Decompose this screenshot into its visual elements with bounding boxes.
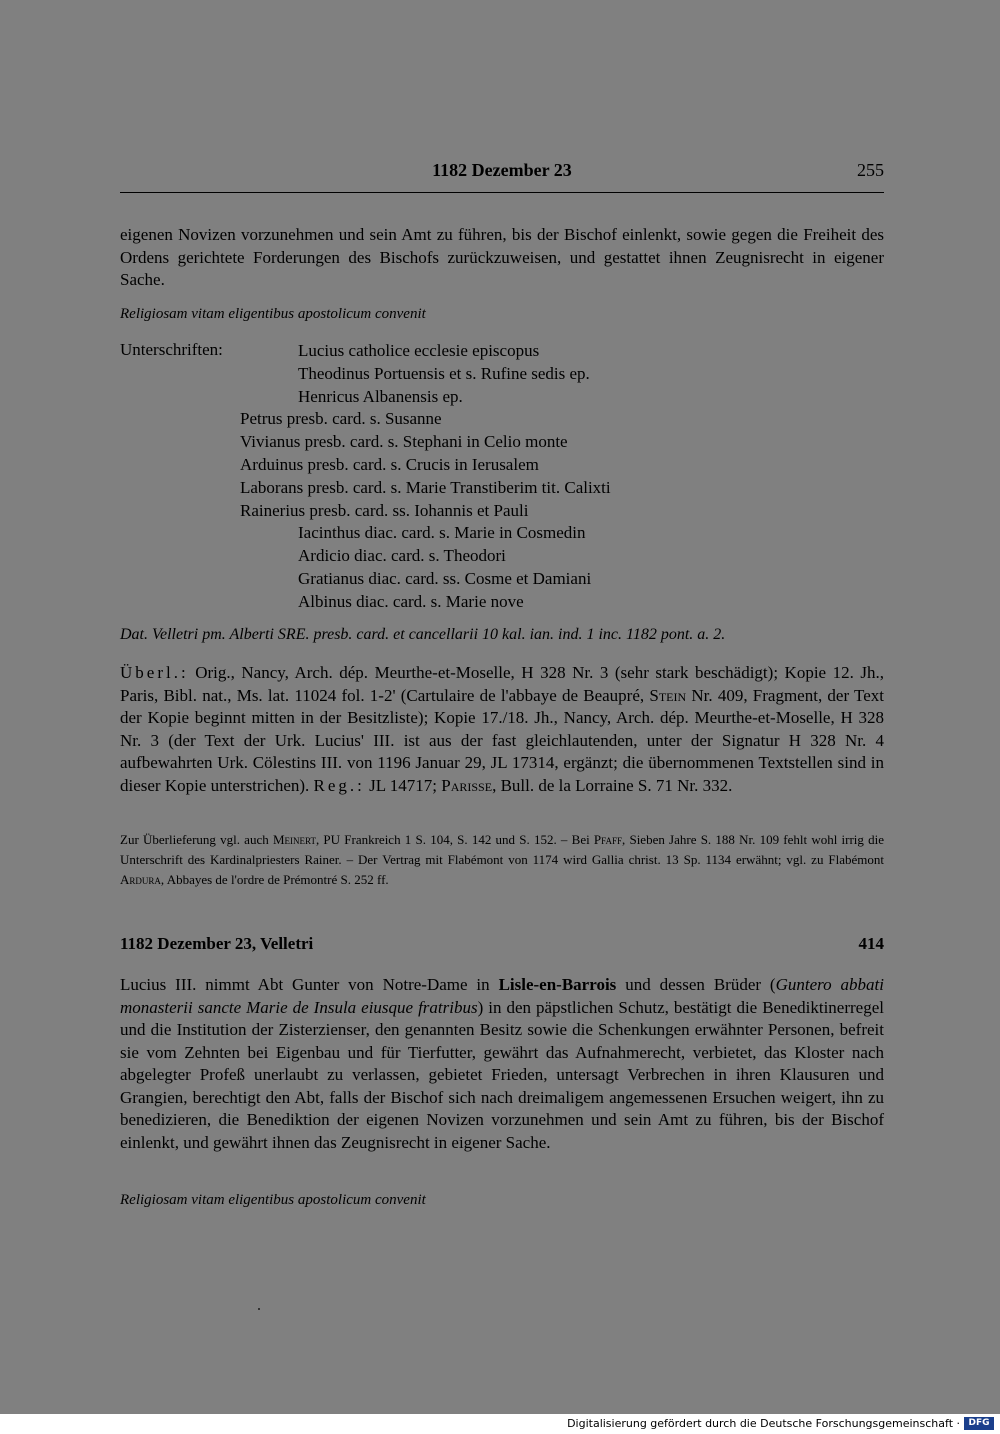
entry-number: 414 [858, 934, 884, 953]
author-name: Stein [649, 685, 687, 705]
regest-text: , Bull. de la Lorraine S. 71 Nr. 332. [492, 775, 733, 795]
signatory-deacon: Albinus diac. card. s. Marie nove [298, 591, 524, 611]
footer-bar [0, 1414, 1000, 1434]
signatory-bishop: Theodinus Portuensis et s. Rufine sedis ep. [298, 363, 590, 383]
signatory-priest: Petrus presb. card. s. Susanne [240, 409, 442, 429]
incipit: Religiosam vitam eligentibus apostolicum convenit [120, 1192, 426, 1208]
subscriptions-label: Unterschriften: [120, 340, 223, 359]
page-number: 255 [857, 160, 884, 180]
regest-text: Lucius III. nimmt Abt Gunter von Notre-Dame in [120, 975, 490, 994]
dfg-logo[interactable]: DFG [964, 1417, 994, 1430]
transmission-text: Orig., Nancy, Arch. dép. Meurthe-et-Moselle, H 328 Nr. 3 (sehr stark beschädigt); Kopie 12. Jh., Paris, Bibl. nat., Ms. lat. 11024 fol. 1-2' (Cartulaire de l'abbaye de Beaupré, [120, 663, 885, 705]
transmission-label: Überl.: [120, 663, 189, 682]
intro-paragraph: eigenen Novizen vorzunehmen und sein Amt zu führen, bis der Bischof einlenkt, sowie gegen die Freiheit des Ordens gerichtete Forderungen des Bischofs zurückzuweisen, und gestattet ihnen Zeugnisrecht in eigener Sache. [120, 225, 884, 289]
regest-text: ) in den päpstlichen Schutz, bestätigt die Benediktinerregel und die Institution der Zisterzienser, den genannten Besitz sowie die Schenkungen erwähnter Personen, befreit sie vom Zehnten bei Eigenbau und für Tierfutter, gewährt das Aufnahmerecht, verbietet, das Kloster nach abgelegter Profeß unerlaubt zu verlassen, gebietet Frieden, untersagt Verbrechen in ihren Klausuren und Grangien, berechtigt den Abt, falls der Bischof sich nach dreimaligem angemessenen Ersuchen weigert, ihn zu benedizieren, die Benediktion der eigenen Novizen vorzunehmen und sein Amt zu führen, bis der Bischof einlenkt, und gewährt ihnen das Zeugnisrecht in eigener Sache. [120, 997, 884, 1152]
regest-text: und dessen Brüder ( [625, 975, 776, 994]
transmission-paragraph [120, 662, 884, 797]
signatory-priest: Vivianus presb. card. s. Stephani in Celio monte [240, 432, 568, 452]
author-name: Parisse [441, 775, 493, 795]
signatory-deacon: Ardicio diac. card. s. Theodori [298, 546, 506, 566]
entry-regest [120, 974, 884, 1154]
signatory-bishop: Henricus Albanensis ep. [298, 386, 463, 406]
scan-speck [258, 1308, 260, 1310]
funding-notice: Digitalisierung gefördert durch die Deutsche Forschungsgemeinschaft · [567, 1417, 960, 1430]
transmission-text: Nr. 409, Fragment, der Text der Kopie beginnt mitten in der Besitzliste); Kopie 17./18. Jh., Nancy, Arch. dép. Meurthe-et-Moselle, H 328 Nr. 3 (der Text der Urk. Lucius' III. ist aus der fast gleichlautenden, unter der Signatur H 328 Nr. 4 aufbewahrten Urk. Cölestins III. von 1196 Januar 29, JL 17314, ergänzt; die übernommenen Textstellen sind in dieser Kopie unterstrichen). [120, 685, 884, 795]
signatory-priest: Arduinus presb. card. s. Crucis in Ierusalem [240, 455, 539, 474]
signatory-priest: Laborans presb. card. s. Marie Transtiberim tit. Calixti [240, 477, 611, 497]
running-title: 1182 Dezember 23 [432, 160, 572, 180]
signatory-deacon: Gratianus diac. card. ss. Cosme et Damiani [298, 569, 592, 588]
regest-text: JL 14717; [369, 775, 437, 795]
entry-heading [120, 934, 884, 958]
regest-label: Reg.: [313, 775, 365, 795]
entry-date: 1182 Dezember 23, Velletri [120, 934, 314, 953]
note-text: Zur Überlieferung vgl. auch [120, 832, 269, 847]
signatory-bishop: Lucius catholice ecclesie episcopus [298, 341, 540, 360]
signatory-priest: Rainerius presb. card. ss. Iohannis et Pauli [240, 500, 529, 520]
dating-clause: Dat. Velletri pm. Alberti SRE. presb. card. et cancellarii 10 kal. ian. ind. 1 inc. 1182 pont. a. 2. [120, 626, 726, 643]
page-header [120, 160, 884, 186]
note-text: , Sieben Jahre S. 188 Nr. 109 fehlt wohl irrig die Unterschrift des Kardinalpriesters Rainer. – Der Vertrag mit Flabémont von 1174 wird Gallia christ. 13 Sp. 1134 erwähnt; vgl. zu Flabémont [120, 832, 885, 867]
note-text: , PU Frankreich 1 S. 104, S. 142 und S. 152. – Bei [315, 832, 590, 847]
incipit: Religiosam vitam eligentibus apostolicum convenit [120, 306, 426, 322]
author-name: Ardura [120, 872, 161, 887]
author-name: Meinert [272, 832, 316, 847]
signatory-deacon: Iacinthus diac. card. s. Marie in Cosmedin [298, 523, 586, 543]
footnote [120, 830, 884, 890]
note-text: , Abbayes de l'ordre de Prémontré S. 252 ff. [160, 872, 389, 887]
author-name: Pfaff [593, 832, 622, 847]
header-rule [120, 192, 884, 193]
place-name: Lisle-en-Barrois [498, 975, 617, 994]
latin-quote: Guntero abbati monasterii sancte Marie de Insula eiusque fratribus [120, 975, 884, 1017]
